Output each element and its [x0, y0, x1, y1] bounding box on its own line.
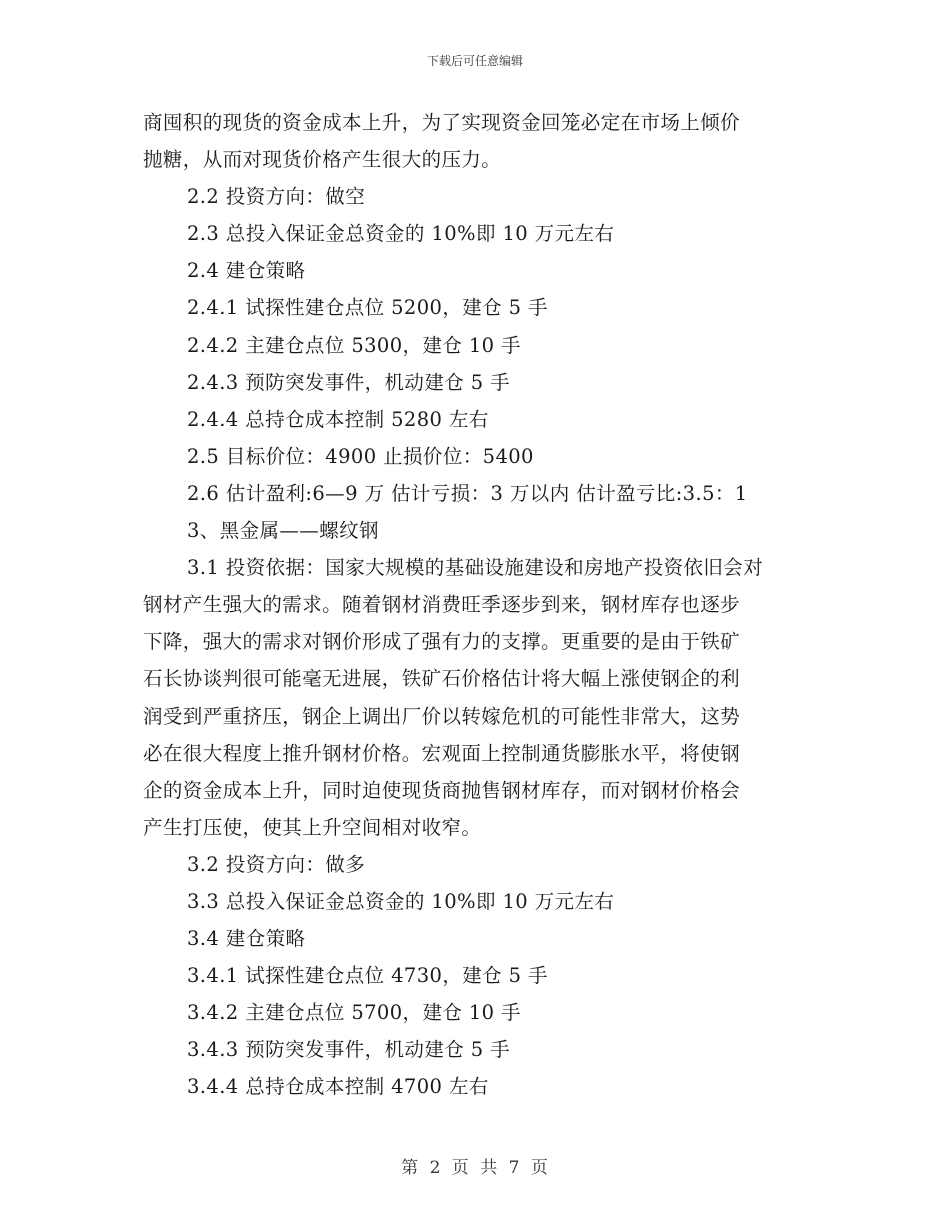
- paragraph-line: 润受到严重挤压，钢企上调出厂价以转嫁危机的可能性非常大，这势: [143, 704, 741, 728]
- list-item: 2.4.4 总持仓成本控制 5280 左右: [187, 407, 489, 431]
- paragraph-line: 产生打压使，使其上升空间相对收窄。: [143, 815, 482, 839]
- paragraph-line: 下降，强大的需求对钢价形成了强有力的支撑。更重要的是由于铁矿: [143, 630, 741, 654]
- document-body: [143, 104, 823, 1106]
- list-item: 2.4.2 主建仓点位 5300，建仓 10 手: [187, 333, 521, 357]
- section-heading: 3.4 建仓策略: [187, 927, 306, 951]
- page-header: 下载后可任意编辑: [426, 54, 523, 68]
- list-item: 3.4.3 预防突发事件，机动建仓 5 手: [187, 1038, 511, 1062]
- section-heading: 2.3 总投入保证金总资金的 10%即 10 万元左右: [187, 222, 615, 246]
- paragraph-line: 必在很大程度上推升钢材价格。宏观面上控制通货膨胀水平，将使钢: [143, 741, 741, 765]
- section-heading: 2.2 投资方向：做空: [187, 185, 366, 209]
- list-item: 2.4.1 试探性建仓点位 5200，建仓 5 手: [187, 296, 548, 320]
- section-heading: 2.4 建仓策略: [187, 259, 306, 283]
- section-heading: 3.2 投资方向：做多: [187, 852, 366, 876]
- paragraph-line: 商囤积的现货的资金成本上升，为了实现资金回笼必定在市场上倾价: [143, 111, 741, 134]
- section-heading: 3.3 总投入保证金总资金的 10%即 10 万元左右: [187, 889, 615, 913]
- list-item: 3.4.2 主建仓点位 5700，建仓 10 手: [187, 1001, 521, 1025]
- page-number: 第 2 页 共 7 页: [401, 1158, 549, 1178]
- paragraph-line: 企的资金成本上升，同时迫使现货商抛售钢材库存，而对钢材价格会: [143, 778, 741, 802]
- section-heading: 2.6 估计盈利:6—9 万 估计亏损：3 万以内 估计盈亏比:3.5：1: [187, 481, 748, 505]
- section-heading: 2.5 目标价位：4900 止损价位：5400: [187, 444, 534, 468]
- paragraph-line: 钢材产生强大的需求。随着钢材消费旺季逐步到来，钢材库存也逐步: [143, 593, 741, 617]
- list-item: 3.4.1 试探性建仓点位 4730，建仓 5 手: [187, 964, 548, 988]
- paragraph-line: 石长协谈判很可能毫无进展，铁矿石价格估计将大幅上涨使钢企的利: [143, 667, 741, 691]
- paragraph-line: 抛糖，从而对现货价格产生很大的压力。: [143, 148, 502, 172]
- paragraph-line: 3.1 投资依据：国家大规模的基础设施建设和房地产投资依旧会对: [187, 556, 764, 580]
- list-item: 3.4.4 总持仓成本控制 4700 左右: [187, 1075, 489, 1099]
- list-item: 2.4.3 预防突发事件，机动建仓 5 手: [187, 370, 511, 394]
- section-title: 3、黑金属——螺纹钢: [187, 519, 379, 543]
